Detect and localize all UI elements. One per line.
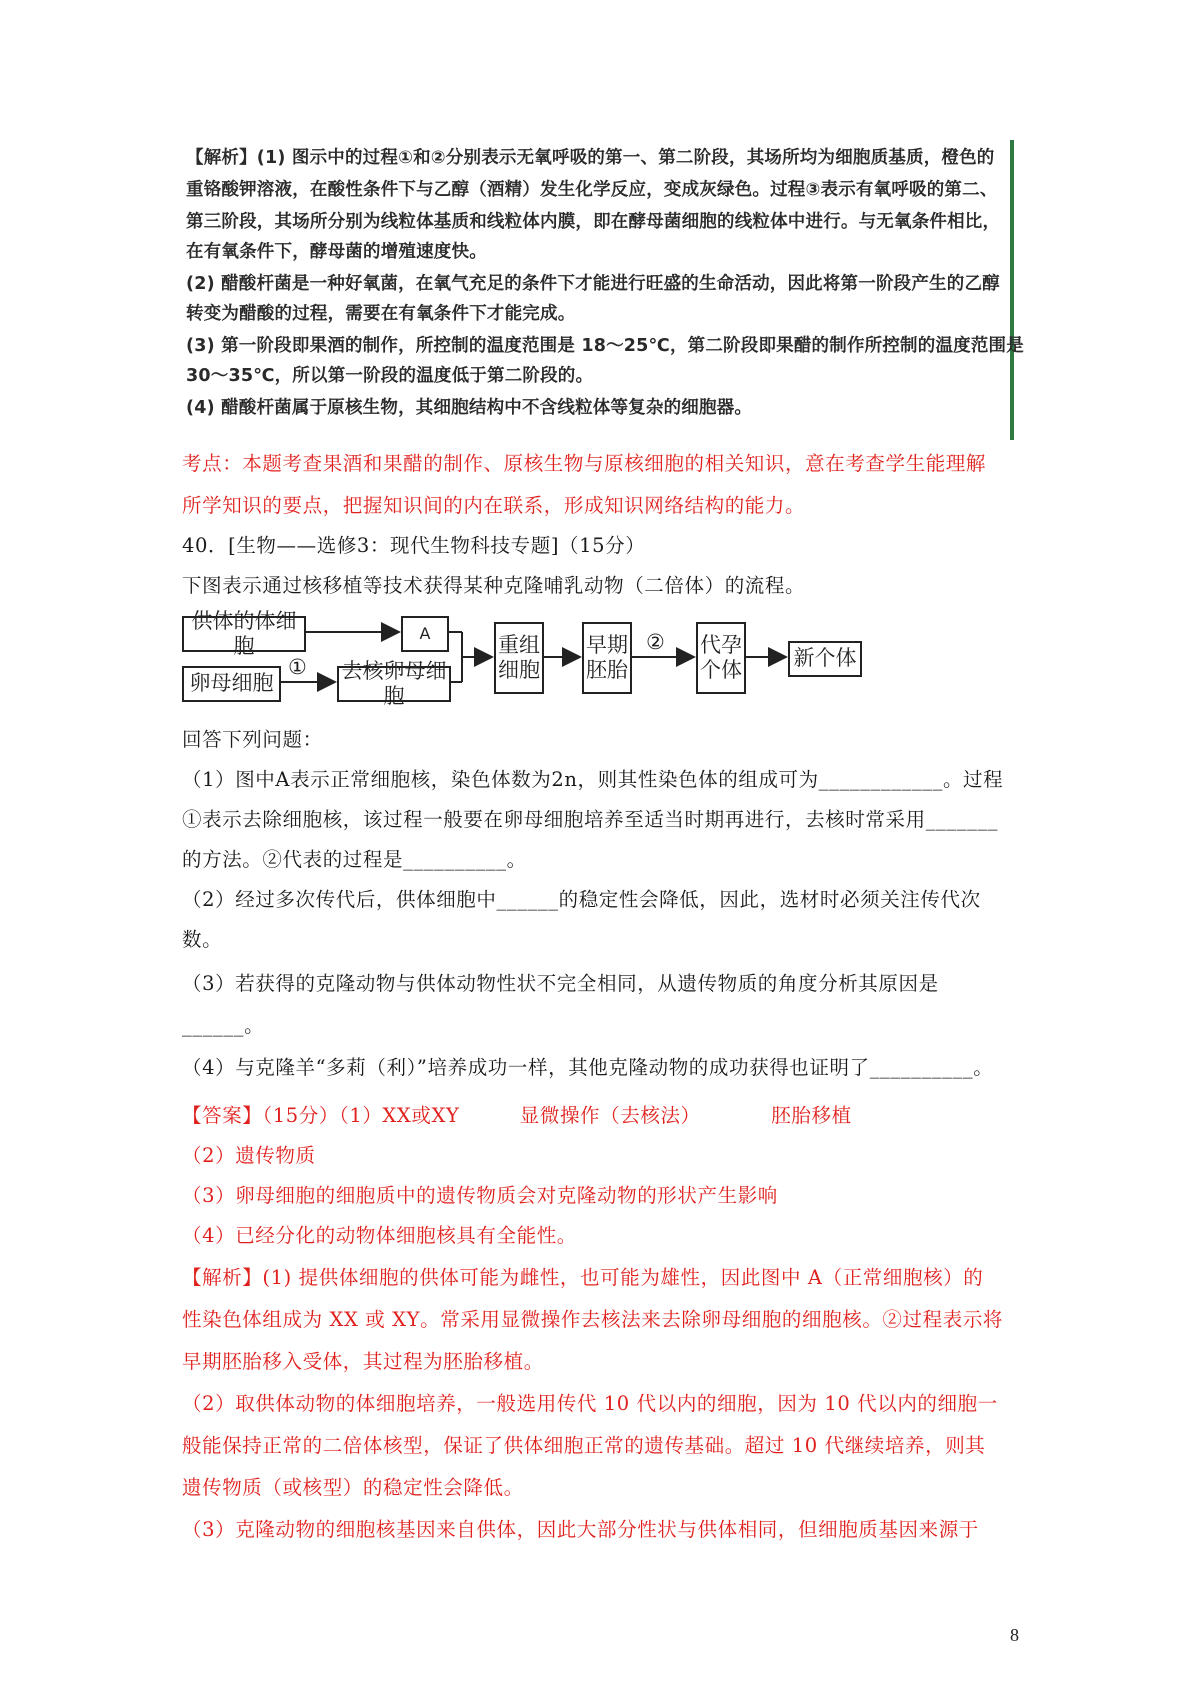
answer-line: （3）卵母细胞的细胞质中的遗传物质会对克隆动物的形状产生影响 bbox=[182, 1184, 778, 1207]
question-intro: 下图表示通过核移植等技术获得某种克隆哺乳动物（二倍体）的流程。 bbox=[182, 574, 806, 597]
analysis-line: 【解析】(1) 提供体细胞的供体可能为雌性，也可能为雄性，因此图中 A（正常细胞核）的 bbox=[182, 1266, 984, 1289]
scanned-analysis-image bbox=[180, 140, 1024, 440]
question-2-line: 数。 bbox=[182, 928, 223, 951]
scan-line: (4) 醋酸杆菌属于原核生物，其细胞结构中不含线粒体等复杂的细胞器。 bbox=[186, 398, 753, 418]
scan-line: 第三阶段，其场所分别为线粒体基质和线粒体内膜，即在酵母菌细胞的线粒体中进行。与无氧条件相比， bbox=[186, 212, 1001, 232]
question-4-line: （4）与克隆羊“多莉（利）”培养成功一样，其他克隆动物的成功获得也证明了__________。 bbox=[182, 1056, 994, 1079]
kaodian-line: 所学知识的要点，把握知识间的内在联系，形成知识网络结构的能力。 bbox=[182, 494, 806, 517]
question-header: 40．[生物——选修3：现代生物科技专题]（15分） bbox=[182, 534, 646, 557]
question-3-line: （3）若获得的克隆动物与供体动物性状不完全相同，从遗传物质的角度分析其原因是 bbox=[182, 972, 939, 995]
question-prompt: 回答下列问题： bbox=[182, 728, 323, 751]
cloning-flow-diagram bbox=[182, 608, 912, 708]
analysis-line: （3）克隆动物的细胞核基因来自供体，因此大部分性状与供体相同，但细胞质基因来源于 bbox=[182, 1518, 979, 1541]
analysis-line: 遗传物质（或核型）的稳定性会降低。 bbox=[182, 1476, 524, 1499]
question-1-line: 的方法。②代表的过程是__________。 bbox=[182, 848, 527, 871]
answer-tag: 【答案】 bbox=[182, 1104, 263, 1127]
question-2-line: （2）经过多次传代后，供体细胞中______的稳定性会降低，因此，选材时必须关注传代次 bbox=[182, 888, 981, 911]
question-1-line: ①表示去除细胞核，该过程一般要在卵母细胞培养至适当时期再进行，去核时常采用_______ bbox=[182, 808, 999, 831]
question-1-line: （1）图中A表示正常细胞核，染色体数为2n，则其性染色体的组成可为____________。过程 bbox=[182, 768, 1004, 791]
analysis-line: 般能保持正常的二倍体核型，保证了供体细胞正常的遗传基础。超过 10 代继续培养，则其 bbox=[182, 1434, 986, 1457]
answer-line: （4）已经分化的动物体细胞核具有全能性。 bbox=[182, 1224, 577, 1247]
analysis-line: 早期胚胎移入受体，其过程为胚胎移植。 bbox=[182, 1350, 544, 1373]
reconstructed-cell-box: 重组细胞 bbox=[494, 622, 544, 694]
scan-line: 【解析】(1) 图示中的过程①和②分别表示无氧呼吸的第一、第二阶段，其场所均为细胞质基质，橙色的 bbox=[186, 148, 995, 168]
question-3-line: ______。 bbox=[182, 1014, 265, 1037]
step-1-label: ① bbox=[288, 655, 307, 679]
surrogate-box: 代孕个体 bbox=[696, 622, 746, 694]
scan-line: 重铬酸钾溶液，在酸性条件下与乙醇（酒精）发生化学反应，变成灰绿色。过程③表示有氧呼吸的第二、 bbox=[186, 180, 998, 200]
analysis-line: 性染色体组成为 XX 或 XY。常采用显微操作去核法来去除卵母细胞的细胞核。②过程表示将 bbox=[182, 1308, 1004, 1331]
new-individual-box: 新个体 bbox=[788, 641, 862, 677]
early-embryo-box: 早期胚胎 bbox=[582, 622, 632, 694]
scan-line: 在有氧条件下，酵母菌的增殖速度快。 bbox=[186, 242, 487, 262]
scan-line: 30～35℃，所以第一阶段的温度低于第二阶段的。 bbox=[186, 366, 594, 386]
scan-line: 转变为醋酸的过程，需要在有氧条件下才能完成。 bbox=[186, 304, 576, 324]
enucleated-oocyte-box: 去核卵母细胞 bbox=[337, 666, 451, 702]
step-2-label: ② bbox=[646, 630, 665, 654]
page-number: 8 bbox=[1010, 1625, 1019, 1645]
a-box: A bbox=[401, 616, 449, 652]
kaodian-line: 考点：本题考查果酒和果醋的制作、原核生物与原核细胞的相关知识，意在考查学生能理解 bbox=[182, 452, 987, 475]
oocyte-box: 卵母细胞 bbox=[182, 666, 281, 702]
answer-line bbox=[182, 1100, 852, 1128]
donor-cell-box: 供体的体细胞 bbox=[182, 616, 306, 652]
analysis-line: （2）取供体动物的体细胞培养，一般选用传代 10 代以内的细胞，因为 10 代以内的细胞一 bbox=[182, 1392, 998, 1415]
answer-line: （2）遗传物质 bbox=[182, 1144, 316, 1167]
answer-text: （15分）（1）XX或XY 显微操作（去核法） 胚胎移植 bbox=[262, 1104, 852, 1127]
scan-line: (2) 醋酸杆菌是一种好氧菌，在氧气充足的条件下才能进行旺盛的生命活动，因此将第一阶段产生的乙醇 bbox=[186, 274, 1000, 294]
scan-line: (3) 第一阶段即果酒的制作，所控制的温度范围是 18～25℃，第二阶段即果醋的制作所控制的温度范围是 bbox=[186, 336, 1024, 356]
